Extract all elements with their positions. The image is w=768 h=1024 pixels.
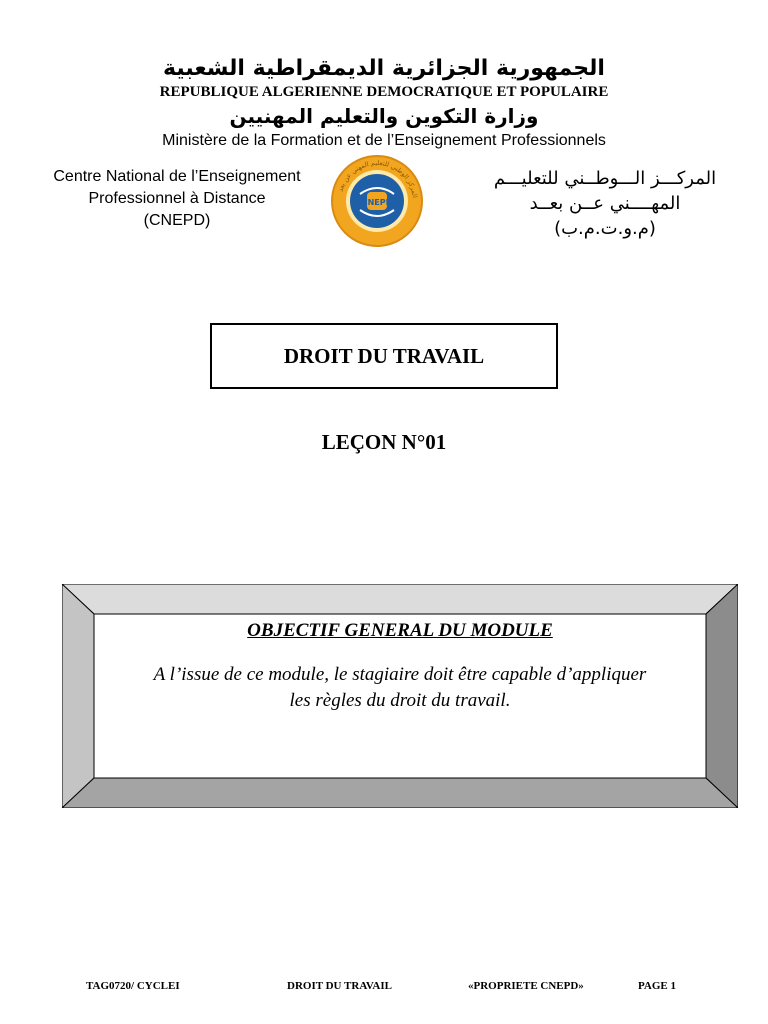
cnepd-logo [330, 154, 424, 248]
institution-name-french [36, 166, 318, 232]
institution-name-arabic [470, 166, 740, 241]
institution-arabic-line: (م.و.ت.م.ب) [554, 218, 656, 239]
logo-ring-text: المركز الوطني للتعليم المهني عن بعد [336, 158, 419, 199]
french-ministry-heading: Ministère de la Formation et de l’Enseignement Professionnels [162, 132, 606, 149]
objective-heading: OBJECTIF GENERAL DU MODULE [247, 620, 553, 641]
footer-page: PAGE 1 [638, 980, 676, 992]
institution-arabic-line: المركـــز الـــوطــني للتعليـــم [493, 168, 717, 189]
institution-french-line: Professionnel à Distance [88, 190, 266, 207]
institution-french-line: Centre National de l’Enseignement [53, 168, 301, 185]
institution-french-line: (CNEPD) [143, 212, 211, 229]
logo-text: CNEPD [361, 198, 393, 207]
objective-line: A l’issue de ce module, le stagiaire doit être capable d’appliquer [153, 664, 647, 685]
objective-line: les règles du droit du travail. [289, 690, 511, 711]
footer-code: TAG0720/ CYCLEI [86, 980, 180, 992]
footer-module: DROIT DU TRAVAIL [287, 980, 392, 992]
objective-text [94, 662, 706, 714]
lesson-number: LEÇON N°01 [321, 430, 447, 454]
institution-arabic-line: المهــــني عــن بعــد [529, 193, 681, 214]
document-title-box [210, 323, 558, 389]
arabic-ministry-heading: وزارة التكوين والتعليم المهنيين [229, 104, 539, 128]
french-republic-heading: REPUBLIQUE ALGERIENNE DEMOCRATIQUE ET POPULAIRE [159, 84, 609, 100]
arabic-republic-heading: الجمهورية الجزائرية الديمقراطية الشعبية [163, 56, 605, 81]
footer-property: «PROPRIETE CNEPD» [468, 980, 584, 992]
document-title: DROIT DU TRAVAIL [283, 343, 485, 368]
